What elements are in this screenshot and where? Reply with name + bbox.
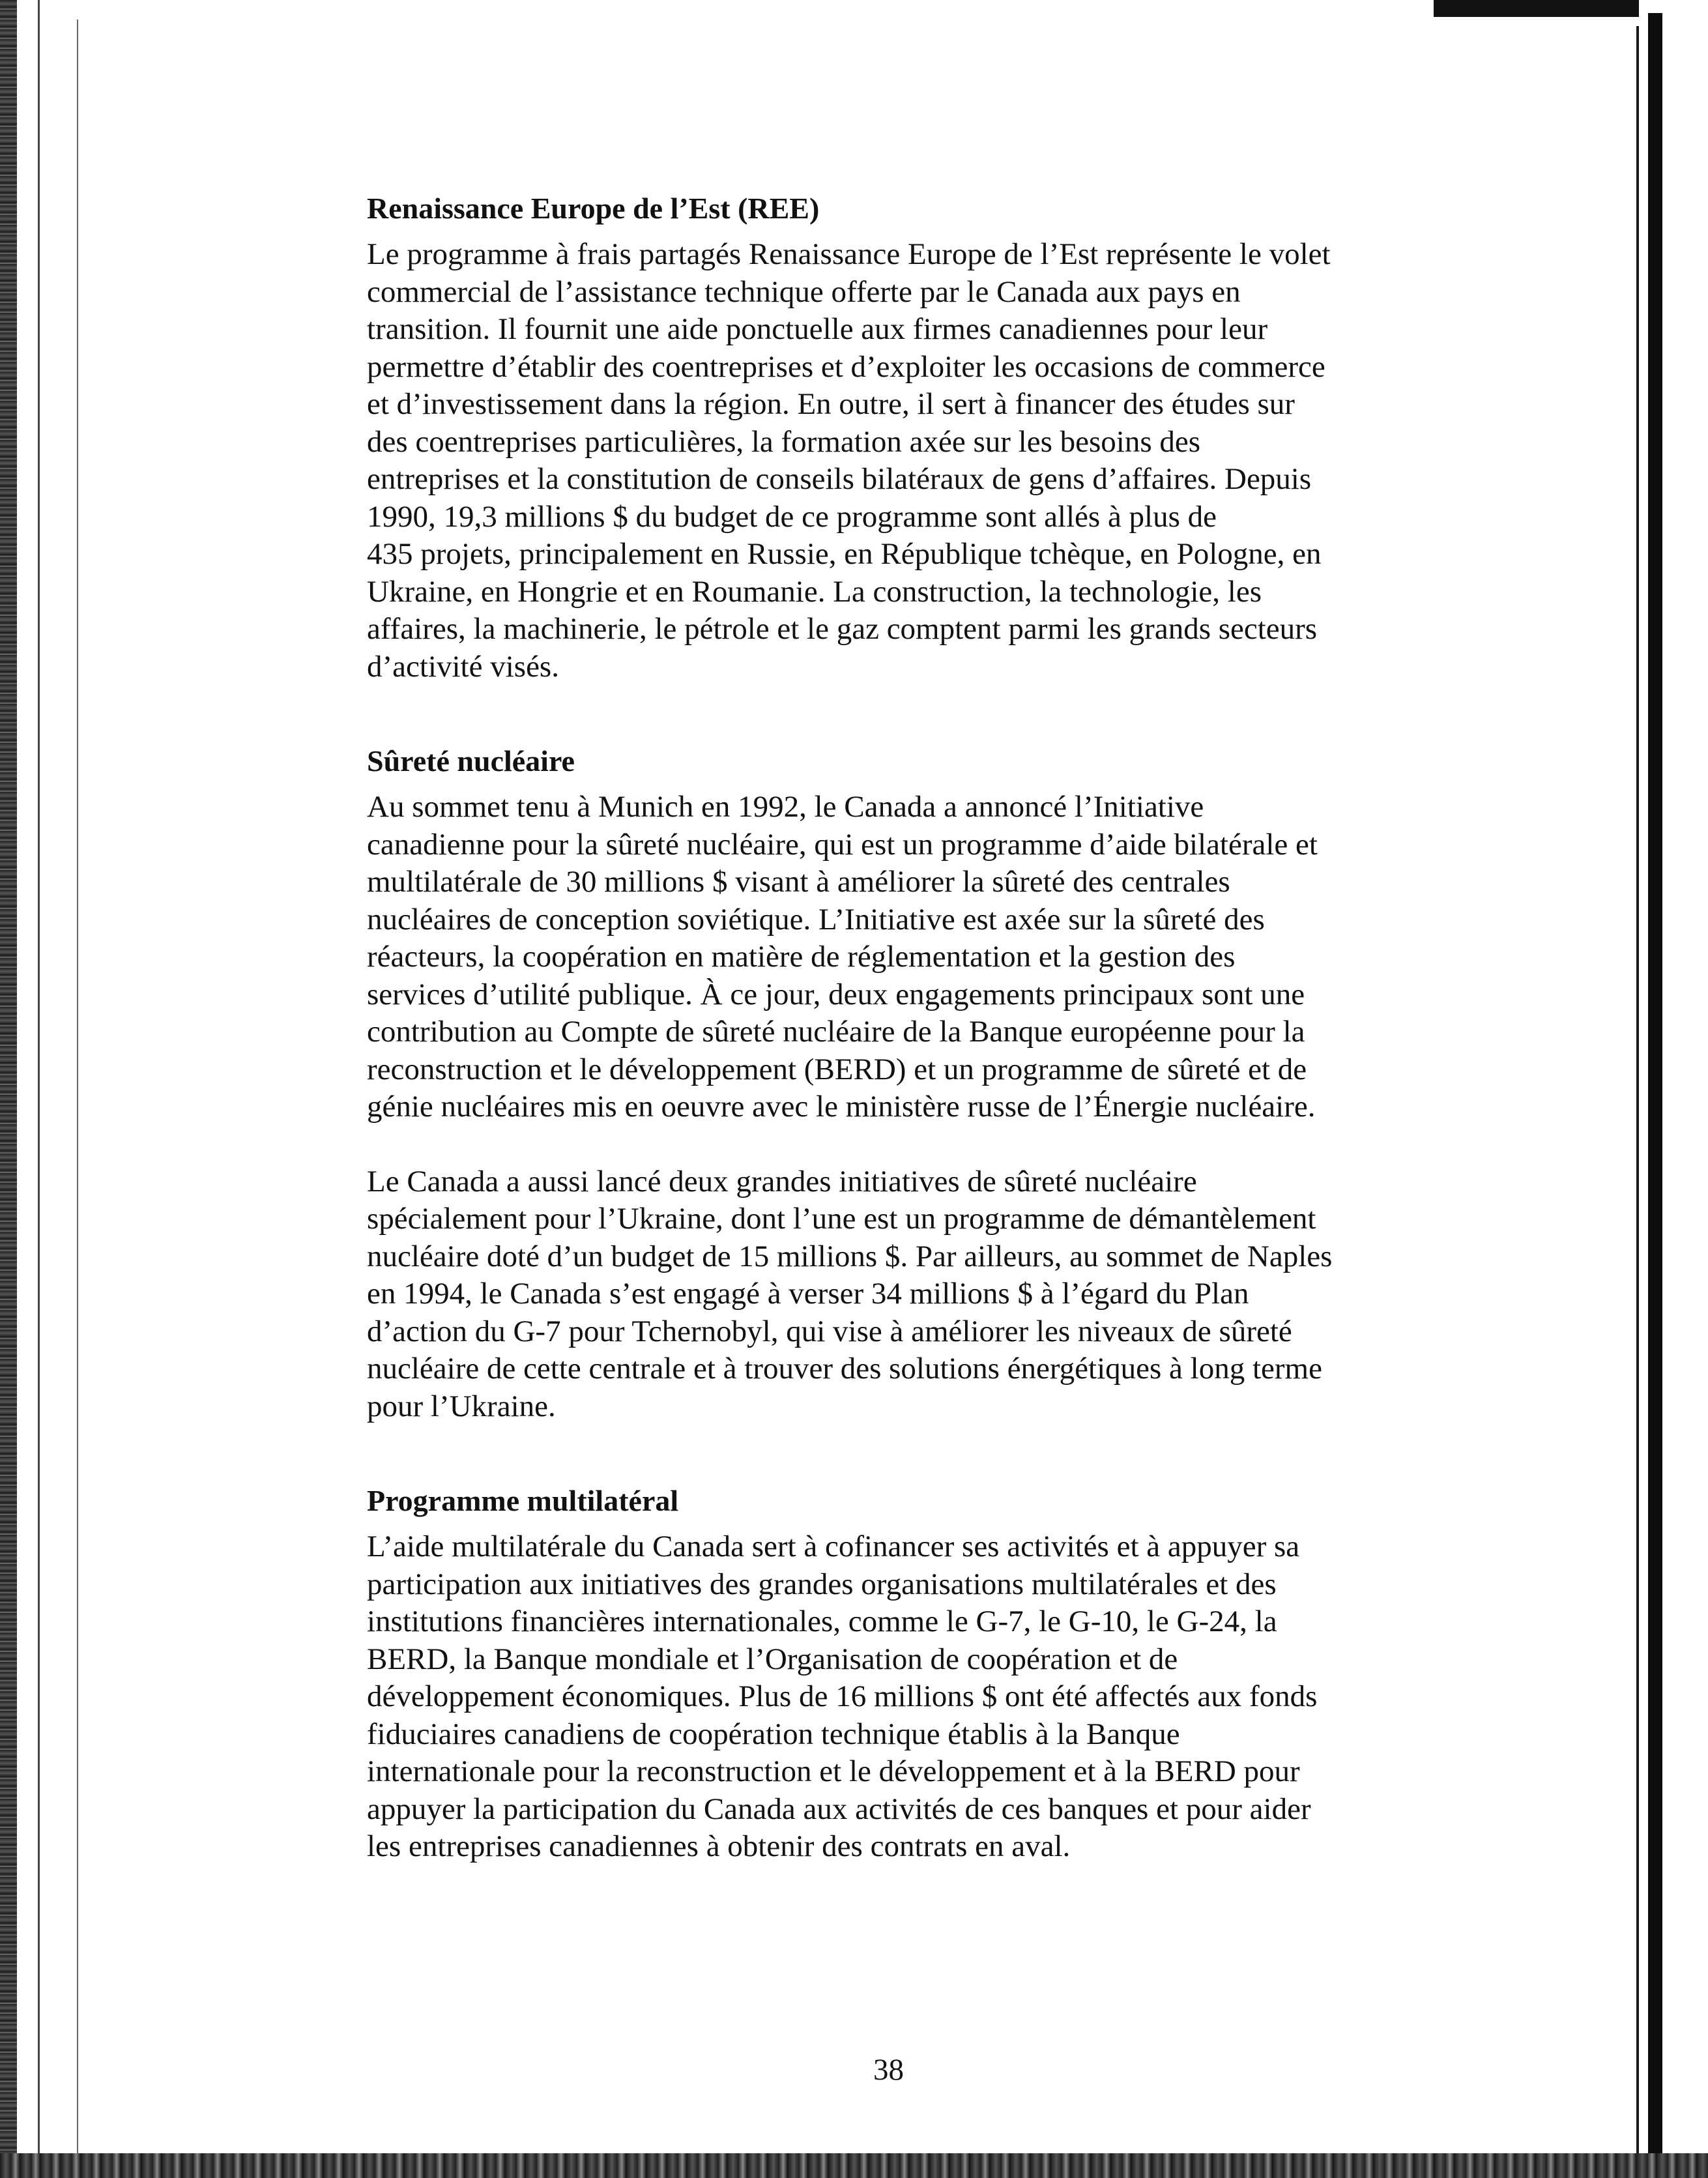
- section-title: Renaissance Europe de l’Est (REE): [367, 192, 820, 225]
- text-line: Le programme à frais partagés Renaissance Europe de l’Est représente le volet: [367, 237, 1331, 271]
- scan-bottom-edge: [0, 2153, 1708, 2178]
- section-nuclear-safety: [367, 742, 1462, 1425]
- text-line: 435 projets, principalement en Russie, en République tchèque, en Pologne, en: [367, 537, 1322, 571]
- scan-left-edge: [0, 0, 17, 2178]
- text-line: génie nucléaires mis en oeuvre avec le ministère russe de l’Énergie nucléaire.: [367, 1090, 1316, 1124]
- text-line: Au sommet tenu à Munich en 1992, le Canada a annoncé l’Initiative: [367, 790, 1204, 824]
- text-line: appuyer la participation du Canada aux activités de ces banques et pour aider: [367, 1792, 1311, 1826]
- text-line: nucléaire de cette centrale et à trouver des solutions énergétiques à long terme: [367, 1352, 1322, 1386]
- page-number: 38: [873, 2053, 904, 2087]
- section-spacer: [367, 686, 1462, 742]
- section-ree: [367, 189, 1462, 686]
- text-line: transition. Il fournit une aide ponctuelle aux firmes canadiennes pour leur: [367, 312, 1268, 346]
- text-line: d’activité visés.: [367, 649, 559, 684]
- text-line: permettre d’établir des coentreprises et d’exploiter les occasions de commerce: [367, 349, 1325, 384]
- text-line: entreprises et la constitution de conseils bilatéraux de gens d’affaires. Depuis: [367, 462, 1312, 496]
- text-line: fiduciaires canadiens de coopération technique établis à la Banque: [367, 1717, 1180, 1751]
- text-line: Ukraine, en Hongrie et en Roumanie. La construction, la technologie, les: [367, 574, 1262, 609]
- paragraph: [367, 236, 1462, 686]
- text-line: nucléaire doté d’un budget de 15 millions $. Par ailleurs, au sommet de Naples: [367, 1239, 1333, 1273]
- text-line: services d’utilité publique. À ce jour, deux engagements principaux sont une: [367, 977, 1305, 1011]
- text-line: internationale pour la reconstruction et le développement et à la BERD pour: [367, 1754, 1300, 1788]
- text-line: affaires, la machinerie, le pétrole et le gaz comptent parmi les grands secteurs: [367, 612, 1318, 646]
- text-line: L’aide multilatérale du Canada sert à cofinancer ses activités et à appuyer sa: [367, 1530, 1300, 1563]
- section-multilateral: [367, 1481, 1462, 1866]
- text-line: Le Canada a aussi lancé deux grandes initiatives de sûreté nucléaire: [367, 1164, 1197, 1198]
- text-line: participation aux initiatives des grandes organisations multilatérales et des: [367, 1567, 1277, 1601]
- text-line: d’action du G-7 pour Tchernobyl, qui vise à améliorer les niveaux de sûreté: [367, 1314, 1292, 1348]
- text-line: commercial de l’assistance technique offerte par le Canada aux pays en: [367, 274, 1241, 309]
- text-line: institutions financières internationales, comme le G-7, le G-10, le G-24, la: [367, 1604, 1277, 1638]
- scan-margin-line: [77, 20, 78, 2157]
- paragraph: [367, 1528, 1462, 1866]
- text-line: développement économiques. Plus de 16 millions $ ont été affectés aux fonds: [367, 1679, 1318, 1713]
- paragraph: [367, 1163, 1462, 1426]
- paragraph: [367, 789, 1462, 1126]
- page-content: [367, 189, 1462, 1866]
- text-line: multilatérale de 30 millions $ visant à améliorer la sûreté des centrales: [367, 865, 1230, 899]
- text-line: en 1994, le Canada s’est engagé à verser 34 millions $ à l’égard du Plan: [367, 1277, 1249, 1311]
- section-spacer: [367, 1425, 1462, 1481]
- section-title: Programme multilatéral: [367, 1484, 679, 1517]
- text-line: contribution au Compte de sûreté nucléaire de la Banque européenne pour la: [367, 1015, 1305, 1049]
- text-line: BERD, la Banque mondiale et l’Organisation de coopération et de: [367, 1642, 1178, 1676]
- text-line: spécialement pour l’Ukraine, dont l’une est un programme de démantèlement: [367, 1202, 1316, 1236]
- text-line: les entreprises canadiennes à obtenir des contrats en aval.: [367, 1829, 1071, 1863]
- text-line: 1990, 19,3 millions $ du budget de ce programme sont allés à plus de: [367, 499, 1217, 534]
- scan-right-edge: [1648, 13, 1662, 2164]
- text-line: reconstruction et le développement (BERD) et un programme de sûreté et de: [367, 1052, 1307, 1086]
- scan-right-line: [1636, 26, 1639, 2170]
- text-line: et d’investissement dans la région. En outre, il sert à financer des études sur: [367, 387, 1295, 421]
- text-line: des coentreprises particulières, la formation axée sur les besoins des: [367, 424, 1201, 459]
- text-line: pour l’Ukraine.: [367, 1389, 556, 1423]
- paragraph-spacer: [367, 1126, 1462, 1163]
- scan-binding-line: [38, 0, 40, 2178]
- text-line: réacteurs, la coopération en matière de réglementation et la gestion des: [367, 940, 1236, 974]
- text-line: canadienne pour la sûreté nucléaire, qui est un programme d’aide bilatérale et: [367, 827, 1318, 862]
- section-title: Sûreté nucléaire: [367, 744, 575, 777]
- text-line: nucléaires de conception soviétique. L’Initiative est axée sur la sûreté des: [367, 902, 1265, 937]
